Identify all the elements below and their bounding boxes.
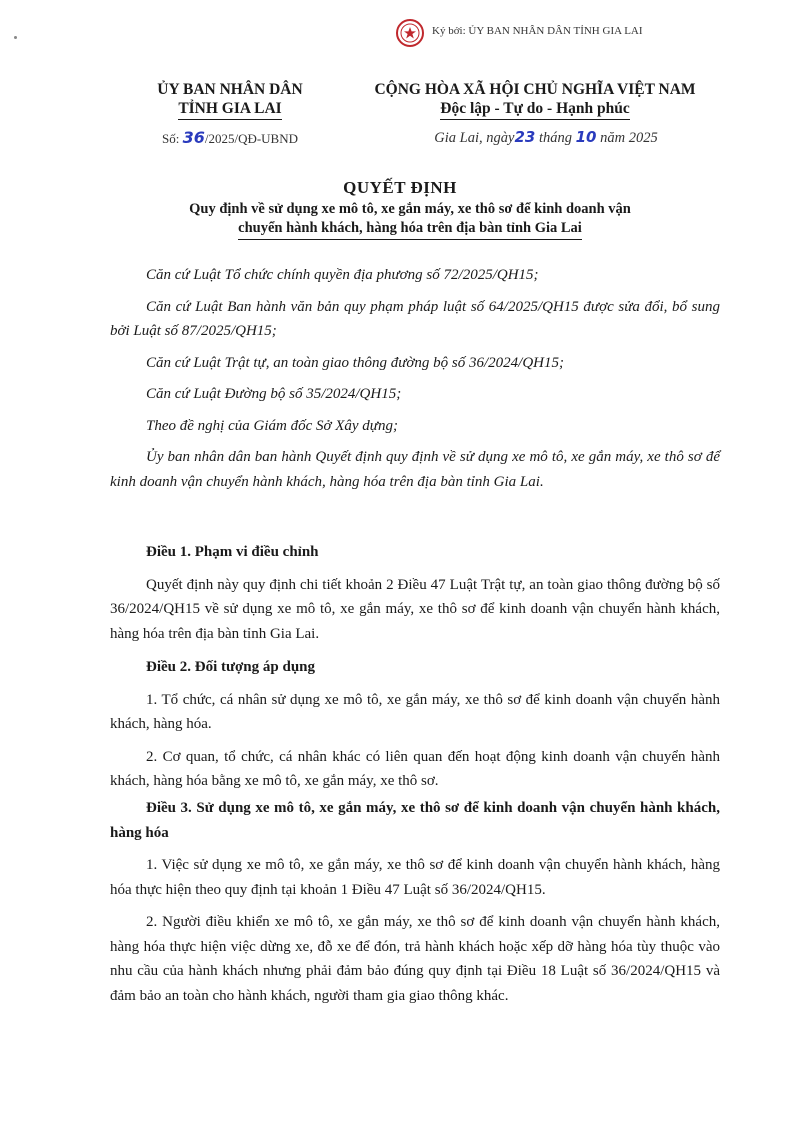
preamble-item: Ủy ban nhân dân ban hành Quyết định quy định về sử dụng xe mô tô, xe gắn máy, xe thô sơ để kinh doanh vận chuyển hành khách, hàng hóa trên địa bàn tỉnh Gia Lai.: [110, 449, 720, 490]
scan-speck: [14, 36, 17, 39]
preamble-item: Căn cứ Luật Tổ chức chính quyền địa phương số 72/2025/QH15;: [146, 267, 539, 283]
article-3: [110, 796, 720, 1008]
year-label: năm 2025: [600, 130, 658, 146]
agency-line2: TỈNH GIA LAI: [178, 99, 281, 120]
preamble-item: Căn cứ Luật Trật tự, an toàn giao thông đường bộ số 36/2024/QH15;: [146, 354, 564, 371]
subtitle-line2: chuyển hành khách, hàng hóa trên địa bàn tỉnh Gia Lai: [238, 219, 582, 240]
document-number: [110, 128, 350, 147]
place-date: [396, 128, 696, 147]
digital-signer: Ký bởi: ỦY BAN NHÂN DÂN TỈNH GIA LAI: [432, 25, 643, 37]
country-name: CỘNG HÒA XÃ HỘI CHỦ NGHĨA VIỆT NAM: [374, 81, 696, 98]
subtitle-line1: Quy định về sử dụng xe mô tô, xe gắn máy, xe thô sơ để kinh doanh vận: [189, 201, 631, 217]
preamble-item: Căn cứ Luật Đường bộ số 35/2024/QH15;: [146, 386, 402, 402]
article-paragraph: 1. Tổ chức, cá nhân sử dụng xe mô tô, xe gắn máy, xe thô sơ để kinh doanh vận chuyển hành khách, hàng hóa.: [110, 691, 720, 732]
number-suffix: /2025/QĐ-UBND: [204, 131, 299, 146]
document-subtitle: [110, 200, 710, 240]
issuing-agency: [110, 80, 350, 120]
place-date-prefix: Gia Lai, ngày: [434, 130, 515, 146]
month-label: tháng: [538, 130, 572, 146]
article-paragraph: Quyết định này quy định chi tiết khoản 2 Điều 47 Luật Trật tự, an toàn giao thông đường bộ số 36/2024/QH15 về sử dụng xe mô tô, xe gắn máy, xe thô sơ để kinh doanh vận chuyển hành khách, hàng hóa trên địa bàn tỉnh Gia Lai.: [110, 576, 720, 642]
article-paragraph: 1. Việc sử dụng xe mô tô, xe gắn máy, xe thô sơ để kinh doanh vận chuyển hành khách, hàng hóa thực hiện theo quy định tại khoản 1 Điều 47 Luật số 36/2024/QH15.: [110, 857, 720, 898]
preamble-item: Căn cứ Luật Ban hành văn bản quy phạm pháp luật số 64/2025/QH15 được sửa đổi, bổ sung bởi Luật số 87/2025/QH15;: [110, 298, 720, 339]
number-prefix: Số:: [161, 131, 180, 146]
article-paragraph: 2. Người điều khiển xe mô tô, xe gắn máy, xe thô sơ để kinh doanh vận chuyển hành khách, hàng hóa thực hiện việc dừng xe, đỗ xe để đón, trả hành khách hoặc xếp dỡ hàng hóa tùy thuộc vào nhu cầu của hành khách nhưng phải đảm bảo đúng quy định tại Điều 18 Luật số 36/2024/QH15 và đảm bảo an toàn cho hành khách, người tham gia giao thông khác.: [110, 914, 720, 1004]
day: 23: [514, 128, 536, 146]
article-title: Điều 1. Phạm vi điều chỉnh: [146, 544, 319, 560]
article-title: Điều 3. Sử dụng xe mô tô, xe gắn máy, xe thô sơ để kinh doanh vận chuyển hành khách, hàng hóa: [110, 800, 720, 841]
preamble: [110, 263, 720, 494]
national-header: [330, 80, 740, 120]
article-title: Điều 2. Đối tượng áp dụng: [146, 659, 316, 675]
preamble-item: Theo đề nghị của Giám đốc Sở Xây dựng;: [146, 417, 398, 434]
agency-line1: ỦY BAN NHÂN DÂN: [157, 81, 303, 98]
month: 10: [575, 128, 597, 146]
article-2: [110, 655, 720, 794]
motto: Độc lập - Tự do - Hạnh phúc: [440, 99, 629, 120]
document-title: QUYẾT ĐỊNH: [343, 178, 457, 197]
article-paragraph: 2. Cơ quan, tổ chức, cá nhân khác có liên quan đến hoạt động kinh doanh vận chuyển hành khách, hàng hóa bằng xe mô tô, xe gắn máy, xe thô sơ.: [110, 748, 720, 789]
seal-icon: [395, 18, 425, 48]
number-handwritten: 36: [182, 128, 205, 147]
article-1: [110, 540, 720, 646]
